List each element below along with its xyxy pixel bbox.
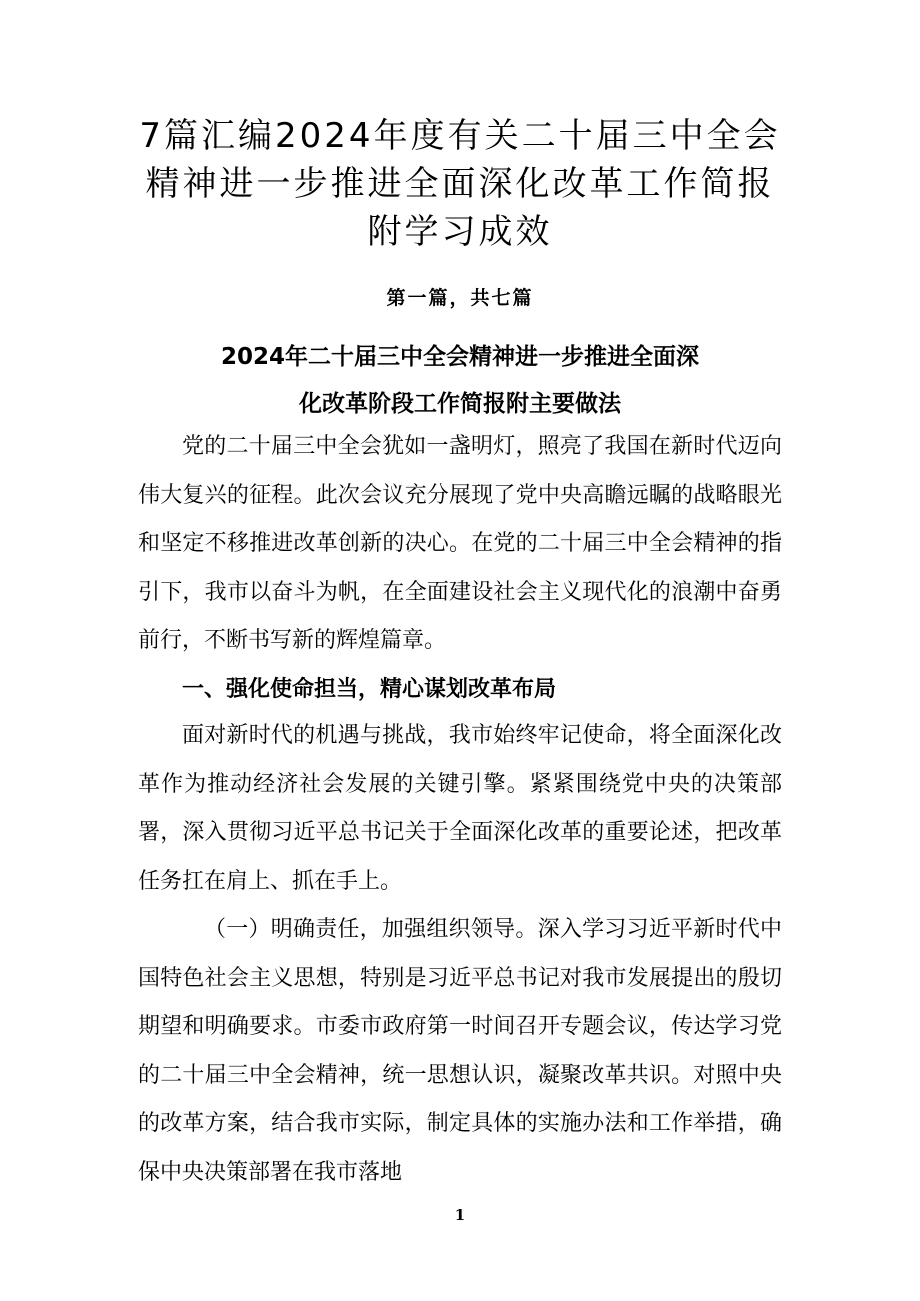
sub-title — [138, 334, 782, 428]
page-number: 1 — [454, 1206, 466, 1224]
section-heading-1: 一、强化使命担当，精心谋划改革布局 — [182, 677, 557, 702]
sub-title-line-2: 化改革阶段工作简报附主要做法 — [299, 391, 621, 417]
paragraph-intro: 党的二十届三中全会犹如一盏明灯，照亮了我国在新时代迈向伟大复兴的征程。此次会议充分展现了党中央高瞻远瞩的战略眼光和坚定不移推进改革创新的决心。在党的二十届三中全会精神的指引下，我市以奋斗为帆，在全面建设社会主义现代化的浪潮中奋勇前行，不断书写新的辉煌篇章。 — [138, 434, 782, 653]
paragraph-section-1: 面对新时代的机遇与挑战，我市始终牢记使命，将全面深化改革作为推动经济社会发展的关键引擎。紧紧围绕党中央的决策部署，深入贯彻习近平总书记关于全面深化改革的重要论述，把改革任务扛在肩上、抓在手上。 — [138, 723, 782, 894]
part-label: 第一篇，共七篇 — [386, 287, 534, 309]
main-title: 7篇汇编2024年度有关二十届三中全会精神进一步推进全面深化改革工作简报附学习成效 — [139, 116, 781, 252]
sub-title-line-1: 2024年二十届三中全会精神进一步推进全面深 — [220, 344, 699, 370]
paragraph-subsection-1: （一）明确责任，加强组织领导。深入学习习近平新时代中国特色社会主义思想，特别是习近平总书记对我市发展提出的殷切期望和明确要求。市委市政府第一时间召开专题会议，传达学习党的二十届三中全会精神，统一思想认识，凝聚改革共识。对照中央的改革方案，结合我市实际，制定具体的实施办法和工作举措，确保中央决策部署在我市落地 — [138, 917, 782, 1185]
